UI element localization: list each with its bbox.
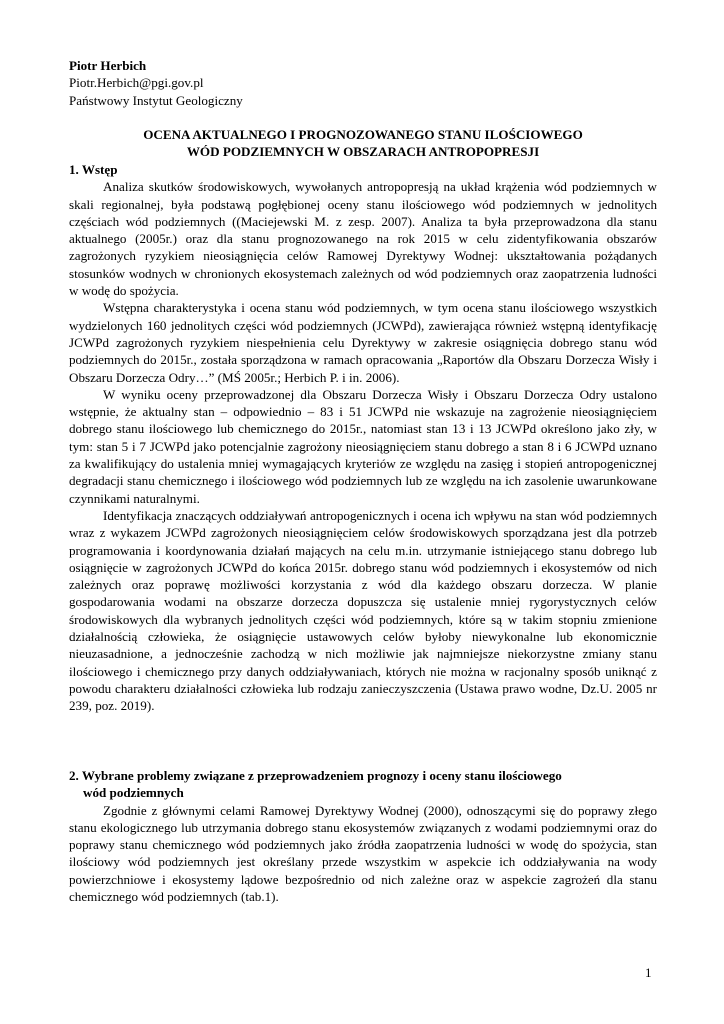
section-introduction bbox=[69, 161, 657, 715]
section-heading bbox=[69, 767, 657, 802]
paragraph: Wstępna charakterystyka i ocena stanu wód podziemnych, w tym ocena stanu ilościowego wszystkich wydzielonych 160 jednolitych części wód podziemnych (JCWPd), zawierająca również wstępną identyfikację JCWPd zagrożonych ryzykiem niespełnienia celu Dyrektywy w zakresie osiągnięcia dobrego stanu wód podziemnych do 2015r., została sporządzona w ramach opracowania „Raportów dla Obszaru Dorzecza Wisły i Obszaru Dorzecza Odry…” (MŚ 2005r.; Herbich P. i in. 2006). bbox=[69, 300, 657, 385]
author-block bbox=[69, 57, 669, 109]
document-title bbox=[69, 126, 657, 161]
section-selected-problems bbox=[69, 767, 657, 905]
paragraph: Analiza skutków środowiskowych, wywołanych antropopresją na układ krążenia wód podziemnych w skali regionalnej, była podstawą pogłębionej oceny stanu ilościowego wód podziemnych w jednolitych częściach wód podziemnych ((Maciejewski M. z zesp. 2007). Analiza ta była przeprowadzona dla stanu aktualnego (2005r.) oraz dla stanu prognozowanego na rok 2015 w celu zidentyfikowania obszarów zagrożonych ryzykiem nieosiągnięcia celów Ramowej Dyrektywy Wodnej: ukształtowania pożądanych stosunków wodnych w chronionych ekosystemach zależnych od wód podziemnych oraz zaopatrzenia ludności w wodę do spożycia. bbox=[69, 179, 657, 299]
paragraph: W wyniku oceny przeprowadzonej dla Obszaru Dorzecza Wisły i Obszaru Dorzecza Odry ustalono wstępnie, że aktualny stan – odpowiednio – 83 i 51 JCWPd nie wskazuje na zagrożenie nieosiągnięciem dobrego stanu ilościowego lub chemicznego do 2015r., natomiast stan 13 i 13 JCWPd określono jako zły, w tym: stan 5 i 7 JCWPd jako potencjalnie zagrożony nieosiągnięciem stanu dobrego a stan 8 i 6 JCWPd uznano za kwalifikujący do ustalenia mniej wymagających kryteriów ze względu na zasięg i stopień antropogenicznej degradacji stanu chemicznego i ilościowego wód podziemnych lub ze względu na ich zasolenie uwarunkowane czynnikami naturalnymi. bbox=[69, 386, 657, 506]
page-number: 1 bbox=[645, 965, 652, 980]
title-line-1: OCENA AKTUALNEGO I PROGNOZOWANEGO STANU ILOŚCIOWEGO bbox=[143, 127, 583, 142]
author-email: Piotr.Herbich@pgi.gov.pl bbox=[69, 75, 204, 91]
section-heading-line-1: 2. Wybrane problemy związane z przeprowadzeniem prognozy i oceny stanu ilościowego bbox=[69, 768, 562, 783]
paragraph: Identyfikacja znaczących oddziaływań antropogenicznych i ocena ich wpływu na stan wód podziemnych wraz z wykazem JCWPd zagrożonych nieosiągnięciem celów środowiskowych sporządzana jest dla potrzeb programowania i koordynowania działań mających na celu m.in. utrzymanie istniejącego stanu dobrego lub osiągnięcie w zagrożonych JCWPd do końca 2015r. dobrego stanu wód podziemnych i ekosystemów od nich zależnych oraz poprawę możliwości korzystania z wód dla każdego obszaru dorzecza. W planie gospodarowania wodami na obszarze dorzecza dopuszcza się ustalenie mniej rygorystycznych celów środowiskowych dla wybranych jednolitych części wód podziemnych, które są w takim stopniu zmienione działalnością człowieka, że osiągnięcie ustawowych celów byłoby niewykonalne lub ekonomicznie nieuzasadnione, a jednocześnie zachodzą w nich możliwie jak najmniejsze niekorzystne zmiany stanu ilościowego i chemicznego przy danych oddziaływaniach, których nie można w racjonalny sposób uniknąć z powodu charakteru działalności człowieka lub rodzaju zanieczyszczenia (Ustawa prawo wodne, Dz.U. 2005 nr 239, poz. 2019). bbox=[69, 507, 657, 714]
title-line-2: WÓD PODZIEMNYCH W OBSZARACH ANTROPOPRESJI bbox=[186, 144, 540, 160]
author-institution: Państwowy Instytut Geologiczny bbox=[69, 92, 243, 108]
section-heading-line-2: wód podziemnych bbox=[83, 785, 184, 801]
section-heading: 1. Wstęp bbox=[69, 162, 118, 177]
paragraph: Zgodnie z głównymi celami Ramowej Dyrektywy Wodnej (2000), odnoszącymi się do poprawy złego stanu ekologicznego lub utrzymania dobrego stanu ekosystemów związanych z wodami podziemnymi oraz do poprawy stanu chemicznego wód podziemnych jako źródła zaopatrzenia ludności w wodę do spożycia, stan ilościowy wód podziemnych jest określany przede wszystkim w aspekcie ich oddziaływania na wody powierzchniowe i ekosystemy lądowe bezpośrednio od nich zależne oraz w aspekcie zagrożeń dla stanu chemicznego wód podziemnych (tab.1). bbox=[69, 802, 657, 905]
author-name: Piotr Herbich bbox=[69, 58, 147, 73]
